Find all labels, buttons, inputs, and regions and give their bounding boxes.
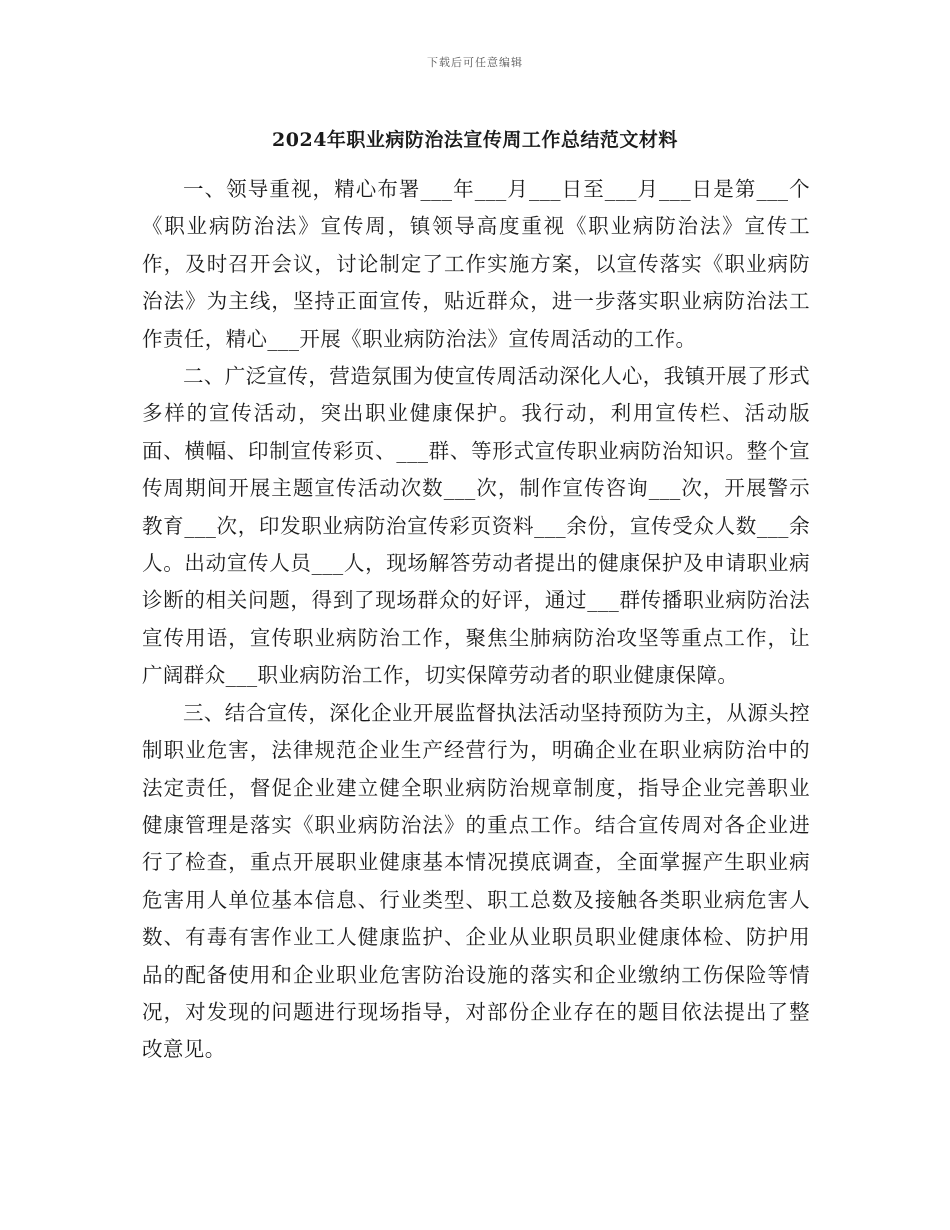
document-title: 2024年职业病防治法宣传周工作总结范文材料 (272, 129, 678, 151)
paragraph-2: 二、广泛宣传，营造氛围为使宣传周活动深化人心，我镇开展了形式多样的宣传活动，突出职业健康保护。我行动，利用宣传栏、活动版面、横幅、印制宣传彩页、___群、等形式宣传职业病防治知识。整个宣传周期间开展主题宣传活动次数___次，制作宣传咨询___次，开展警示教育___次，印发职业病防治宣传彩页资料___余份，宣传受众人数___余人。出动宣传人员___人，现场解答劳动者提出的健康保护及申请职业病诊断的相关问题，得到了现场群众的好评，通过___群传播职业病防治法宣传用语，宣传职业病防治工作，聚焦尘肺病防治攻坚等重点工作，让广阔群众___职业病防治工作，切实保障劳动者的职业健康保障。 (142, 364, 810, 688)
paragraph-1: 一、领导重视，精心布署___年___月___日至___月___日是第___个《职业病防治法》宣传周，镇领导高度重视《职业病防治法》宣传工作，及时召开会议，讨论制定了工作实施方案，以宣传落实《职业病防治法》为主线，坚持正面宣传，贴近群众，进一步落实职业病防治法工作责任，精心___开展《职业病防治法》宣传周活动的工作。 (142, 177, 810, 351)
paragraph-3: 三、结合宣传，深化企业开展监督执法活动坚持预防为主，从源头控制职业危害，法律规范企业生产经营行为，明确企业在职业病防治中的法定责任，督促企业建立健全职业病防治规章制度，指导企业完善职业健康管理是落实《职业病防治法》的重点工作。结合宣传周对各企业进行了检查，重点开展职业健康基本情况摸底调查，全面掌握产生职业病危害用人单位基本信息、行业类型、职工总数及接触各类职业病危害人数、有毒有害作业工人健康监护、企业从业职员职业健康体检、防护用品的配备使用和企业职业危害防治设施的落实和企业缴纳工伤保险等情况，对发现的问题进行现场指导，对部份企业存在的题目依法提出了整改意见。 (142, 700, 810, 1062)
document-body (142, 171, 810, 1069)
header-note: 下载后可任意编辑 (427, 56, 523, 69)
